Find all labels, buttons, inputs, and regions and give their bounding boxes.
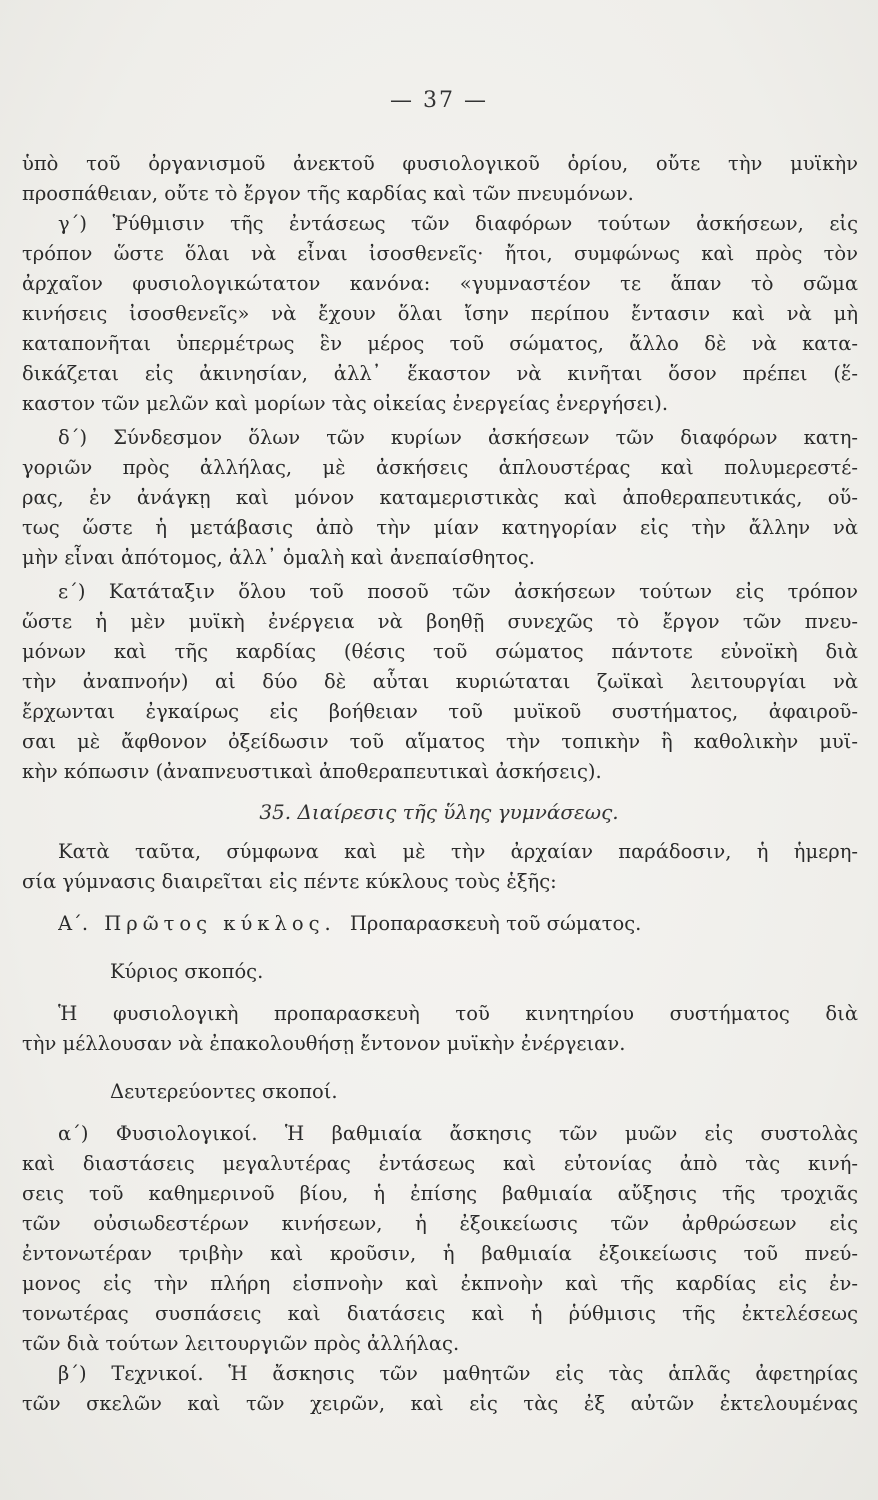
- text-line: σαι μὲ ἄφθονον ὀξείδωσιν τοῦ αἵματος τὴν τοπικὴν ἢ καθολικὴν μυϊ-: [22, 730, 858, 753]
- text-line: τως ὥστε ἡ μετάβασις ἀπὸ τὴν μίαν κατηγορίαν εἰς τὴν ἄλλην νὰ: [22, 516, 858, 539]
- text-line: καστον τῶν μελῶν καὶ μορίων τὰς οἰκείας ἐνεργείας ἐνεργήσει).: [22, 392, 669, 415]
- text-line: γ΄) Ῥύθμισιν τῆς ἐντάσεως τῶν διαφόρων τούτων ἀσκήσεων, εἰς: [58, 212, 858, 235]
- text-line: καταπονῆται ὑπερμέτρως ἓν μέρος τοῦ σώματος, ἄλλο δὲ νὰ κατα-: [22, 332, 858, 355]
- text-line: μονος εἰς τὴν πλήρη εἰσπνοὴν καὶ ἐκπνοὴν καὶ τῆς καρδίας εἰς ἐν-: [22, 1272, 858, 1295]
- text-line: τρόπον ὥστε ὅλαι νὰ εἶναι ἰσοσθενεῖς· ἤτοι, συμφώνως καὶ πρὸς τὸν: [22, 242, 858, 265]
- cycle-name: Πρῶτος κύκλος.: [104, 912, 336, 935]
- text-line: σία γύμνασις διαιρεῖται εἰς πέντε κύκλους τοὺς ἑξῆς:: [22, 870, 557, 893]
- text-line: ὑπὸ τοῦ ὀργανισμοῦ ἀνεκτοῦ φυσιολογικοῦ ὁρίου, οὔτε τὴν μυϊκὴν: [22, 152, 858, 175]
- text-line: β΄) Τεχνικοί. Ἡ ἄσκησις τῶν μαθητῶν εἰς τὰς ἁπλᾶς ἀφετηρίας: [58, 1362, 858, 1385]
- text-line: τὴν ἀναπνοήν) αἱ δύο δὲ αὗται κυριώταται ζωϊκαὶ λειτουργίαι νὰ: [22, 670, 858, 693]
- cycle-letter: Α΄.: [58, 912, 89, 935]
- secondary-goals-label: Δευτερεύοντες σκοποί.: [110, 1080, 338, 1103]
- text-line: προσπάθειαν, οὔτε τὸ ἔργον τῆς καρδίας καὶ τῶν πνευμόνων.: [22, 182, 634, 205]
- text-line: ρας, ἐν ἀνάγκῃ καὶ μόνον καταμεριστικὰς καὶ ἀποθεραπευτικάς, οὕ-: [22, 486, 858, 509]
- text-line: μὴν εἶναι ἀπότομος, ἀλλ᾽ ὁμαλὴ καὶ ἀνεπαίσθητος.: [22, 546, 535, 569]
- main-goal-label: Κύριος σκοπός.: [110, 960, 264, 983]
- text-line: σεις τοῦ καθημερινοῦ βίου, ἡ ἐπίσης βαθμιαία αὔξησις τῆς τροχιᾶς: [22, 1182, 858, 1205]
- text-line: καὶ διαστάσεις μεγαλυτέρας ἐντάσεως καὶ εὐτονίας ἀπὸ τὰς κινή-: [22, 1152, 858, 1175]
- text-line: τῶν οὐσιωδεστέρων κινήσεων, ἡ ἐξοικείωσις τῶν ἀρθρώσεων εἰς: [22, 1212, 858, 1235]
- page-number: — 37 —: [390, 88, 488, 113]
- text-line: κὴν κόπωσιν (ἀναπνευστικαὶ ἀποθεραπευτικαὶ ἀσκήσεις).: [22, 760, 602, 783]
- text-line: ἔρχωνται ἐγκαίρως εἰς βοήθειαν τοῦ μυϊκοῦ συστήματος, ἀφαιροῦ-: [22, 700, 858, 723]
- text-line: δικάζεται εἰς ἀκινησίαν, ἀλλ᾽ ἕκαστον νὰ κινῆται ὅσον πρέπει (ἕ-: [22, 362, 858, 385]
- text-line: ε΄) Κατάταξιν ὅλου τοῦ ποσοῦ τῶν ἀσκήσεων τούτων εἰς τρόπον: [58, 580, 858, 603]
- text-line: κινήσεις ἰσοσθενεῖς» νὰ ἔχουν ὅλαι ἴσην περίπου ἔντασιν καὶ νὰ μὴ: [22, 302, 858, 325]
- text-line: Ἡ φυσιολογικὴ προπαρασκευὴ τοῦ κινητηρίου συστήματος διὰ: [58, 1002, 858, 1025]
- text-line: τῶν διὰ τούτων λειτουργιῶν πρὸς ἀλλήλας.: [22, 1332, 460, 1355]
- cycle-title: Προπαρασκευὴ τοῦ σώματος.: [349, 912, 642, 935]
- text-line: ὥστε ἡ μὲν μυϊκὴ ἐνέργεια νὰ βοηθῇ συνεχῶς τὸ ἔργον τῶν πνευ-: [22, 610, 858, 633]
- text-line: ἀρχαῖον φυσιολογικώτατον κανόνα: «γυμναστέον τε ἅπαν τὸ σῶμα: [22, 272, 858, 295]
- text-line: τῶν σκελῶν καὶ τῶν χειρῶν, καὶ εἰς τὰς ἐξ αὐτῶν ἐκτελουμένας: [22, 1392, 858, 1415]
- text-line: τονωτέρας συσπάσεις καὶ διατάσεις καὶ ἡ ῥύθμισις τῆς ἐκτελέσεως: [22, 1302, 858, 1325]
- text-line: α΄) Φυσιολογικοί. Ἡ βαθμιαία ἄσκησις τῶν μυῶν εἰς συστολὰς: [58, 1122, 858, 1145]
- text-line: γοριῶν πρὸς ἀλλήλας, μὲ ἀσκήσεις ἁπλουστέρας καὶ πολυμερεστέ-: [22, 456, 858, 479]
- text-line: δ΄) Σύνδεσμον ὅλων τῶν κυρίων ἀσκήσεων τῶν διαφόρων κατη-: [58, 426, 858, 449]
- text-line: τὴν μέλλουσαν νὰ ἐπακολουθήσῃ ἔντονον μυϊκὴν ἐνέργειαν.: [22, 1032, 626, 1055]
- cycle-heading: [58, 910, 858, 938]
- text-line: ἐντονωτέραν τριβὴν καὶ κροῦσιν, ἡ βαθμιαία ἐξοικείωσις τοῦ πνεύ-: [22, 1242, 858, 1265]
- section-heading: 35. Διαίρεσις τῆς ὕλης γυμνάσεως.: [259, 800, 619, 824]
- text-line: μόνων καὶ τῆς καρδίας (θέσις τοῦ σώματος πάντοτε εὐνοϊκὴ διὰ: [22, 640, 858, 663]
- text-line: Κατὰ ταῦτα, σύμφωνα καὶ μὲ τὴν ἀρχαίαν παράδοσιν, ἡ ἡμερη-: [58, 840, 858, 863]
